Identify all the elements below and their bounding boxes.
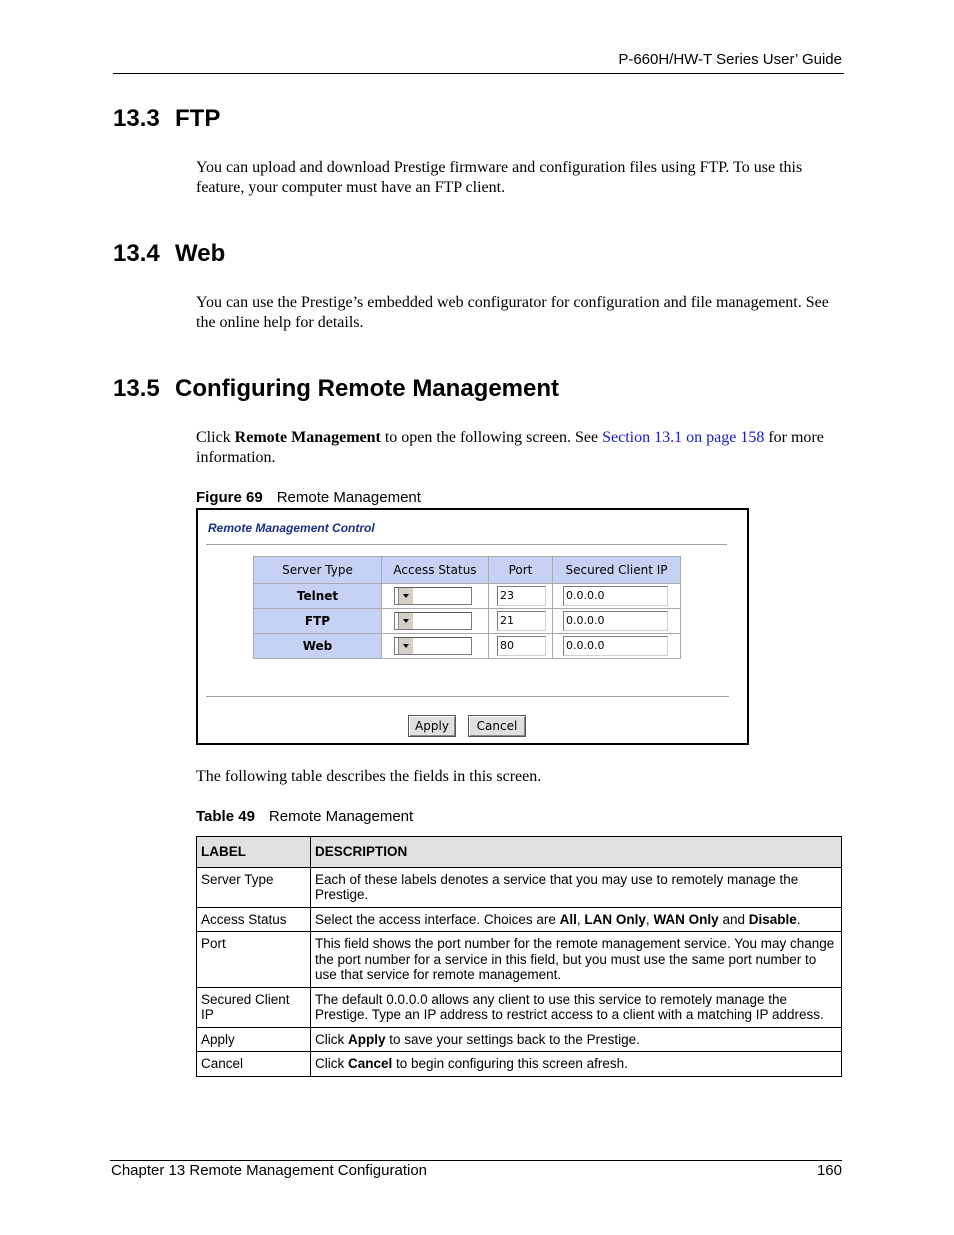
column-header: Secured Client IP [553,557,681,584]
figure-label: Figure 69 [196,489,263,506]
chevron-down-icon[interactable] [398,588,413,604]
header-rule [113,73,844,74]
cancel-button[interactable]: Cancel [468,715,526,737]
button-divider [206,696,729,698]
section-title: Configuring Remote Management [175,375,560,402]
access-status-select[interactable] [394,612,472,630]
section-heading-ftp [113,105,220,133]
secured-ip-input[interactable]: 0.0.0.0 [563,586,668,606]
text-span: to begin configuring this screen afresh. [392,1056,628,1071]
text-span: Click [196,429,235,446]
label-cell: Port [197,932,311,988]
bold-span: All [559,911,577,927]
column-header: LABEL [197,837,311,868]
server-type-cell: Web [254,634,382,659]
secured-ip-cell [553,609,681,634]
secured-ip-input[interactable]: 0.0.0.0 [563,636,668,656]
description-cell: The default 0.0.0.0 allows any client to use this service to remotely manage the Prestige. Type an IP address to restrict access to a client with a matching IP address. [311,987,842,1027]
bold-span: WAN Only [653,911,719,927]
ftp-paragraph: You can upload and download Prestige firmware and configuration files using FTP. To use this feature, your computer must have an FTP client. [196,159,803,196]
access-status-cell [382,584,489,609]
table-row [197,907,842,932]
text-span: , [576,911,585,927]
description-cell: Each of these labels denotes a service that you may use to remotely manage the Prestige. [311,867,842,907]
section-title: FTP [175,105,221,132]
table-caption-text: Remote Management [268,808,414,825]
port-cell [489,584,553,609]
table-label: Table 49 [196,808,255,825]
description-cell [311,1052,842,1077]
chevron-down-icon[interactable] [398,638,413,654]
text-span: to open the following screen. See [380,429,603,446]
web-paragraph: You can use the Prestige’s embedded web configurator for configuration and file management. See the online help for details. [196,294,829,331]
column-header: DESCRIPTION [311,837,842,868]
text-span: Click [315,1056,348,1071]
server-type-cell: Telnet [254,584,382,609]
title-divider [206,544,727,546]
section-number: 13.4 [113,240,160,267]
label-cell: Access Status [197,907,311,932]
table-row [197,987,842,1027]
access-status-select[interactable] [394,637,472,655]
column-header: Server Type [254,557,382,584]
port-cell [489,609,553,634]
table-row [197,932,842,988]
following-paragraph: The following table describes the fields in this screen. [196,768,542,785]
table-header-row [197,837,842,868]
secured-ip-cell [553,584,681,609]
text-span: . [796,911,801,927]
text-span: Select the access interface. Choices are [315,911,560,927]
secured-ip-cell [553,634,681,659]
section-title: Web [175,240,226,267]
text-span: to save your settings back to the Prestige. [385,1031,640,1047]
text-span: for more information. [196,429,824,466]
table-row [197,867,842,907]
page-number: 160 [816,1162,842,1179]
port-input[interactable]: 21 [497,611,546,631]
remote-management-figure [196,508,749,745]
port-input[interactable]: 23 [497,586,546,606]
table-row [254,584,681,609]
description-table [196,836,842,1077]
column-header: Access Status [382,557,489,584]
description-cell: This field shows the port number for the remote management service. You may change the port number for a service in this field, but you must use the same port number to use that service for remote management. [311,932,842,988]
section-link[interactable]: Section 13.1 on page 158 [602,429,765,446]
figure-caption [196,489,421,506]
port-cell [489,634,553,659]
port-input[interactable]: 80 [497,636,546,656]
bold-span: Cancel [348,1056,393,1071]
bold-span: Remote Management [234,429,381,446]
section-heading-web [113,240,225,268]
figure-caption-text: Remote Management [276,489,421,506]
secured-ip-input[interactable]: 0.0.0.0 [563,611,668,631]
label-cell: Cancel [197,1052,311,1077]
access-status-cell [382,634,489,659]
label-cell: Apply [197,1027,311,1052]
guide-title: P-660H/HW-T Series User’ Guide [618,51,842,68]
section-number: 13.3 [113,105,160,132]
table-row [197,1052,842,1077]
server-type-cell: FTP [254,609,382,634]
remote-paragraph [196,428,836,468]
column-header: Port [489,557,553,584]
text-span: and [718,911,749,927]
bold-span: LAN Only [584,911,646,927]
table-caption [196,808,413,825]
text-span: , [645,911,654,927]
text-span: Click [315,1031,348,1047]
apply-button[interactable]: Apply [408,715,456,737]
description-cell [311,1027,842,1052]
label-cell: Server Type [197,867,311,907]
chevron-down-icon[interactable] [398,613,413,629]
table-row [197,1027,842,1052]
table-header-row [254,557,681,584]
bold-span: Apply [348,1031,386,1047]
table-row [254,634,681,659]
panel-title: Remote Management Control [208,521,375,535]
section-number: 13.5 [113,375,160,402]
access-status-select[interactable] [394,587,472,605]
label-cell: Secured Client IP [197,987,311,1027]
remote-management-table [253,556,681,659]
section-heading-remote [113,375,559,403]
description-cell [311,907,842,932]
footer-chapter: Chapter 13 Remote Management Configuration [111,1162,428,1179]
bold-span: Disable [748,911,797,927]
access-status-cell [382,609,489,634]
table-row [254,609,681,634]
footer-rule [110,1160,842,1161]
